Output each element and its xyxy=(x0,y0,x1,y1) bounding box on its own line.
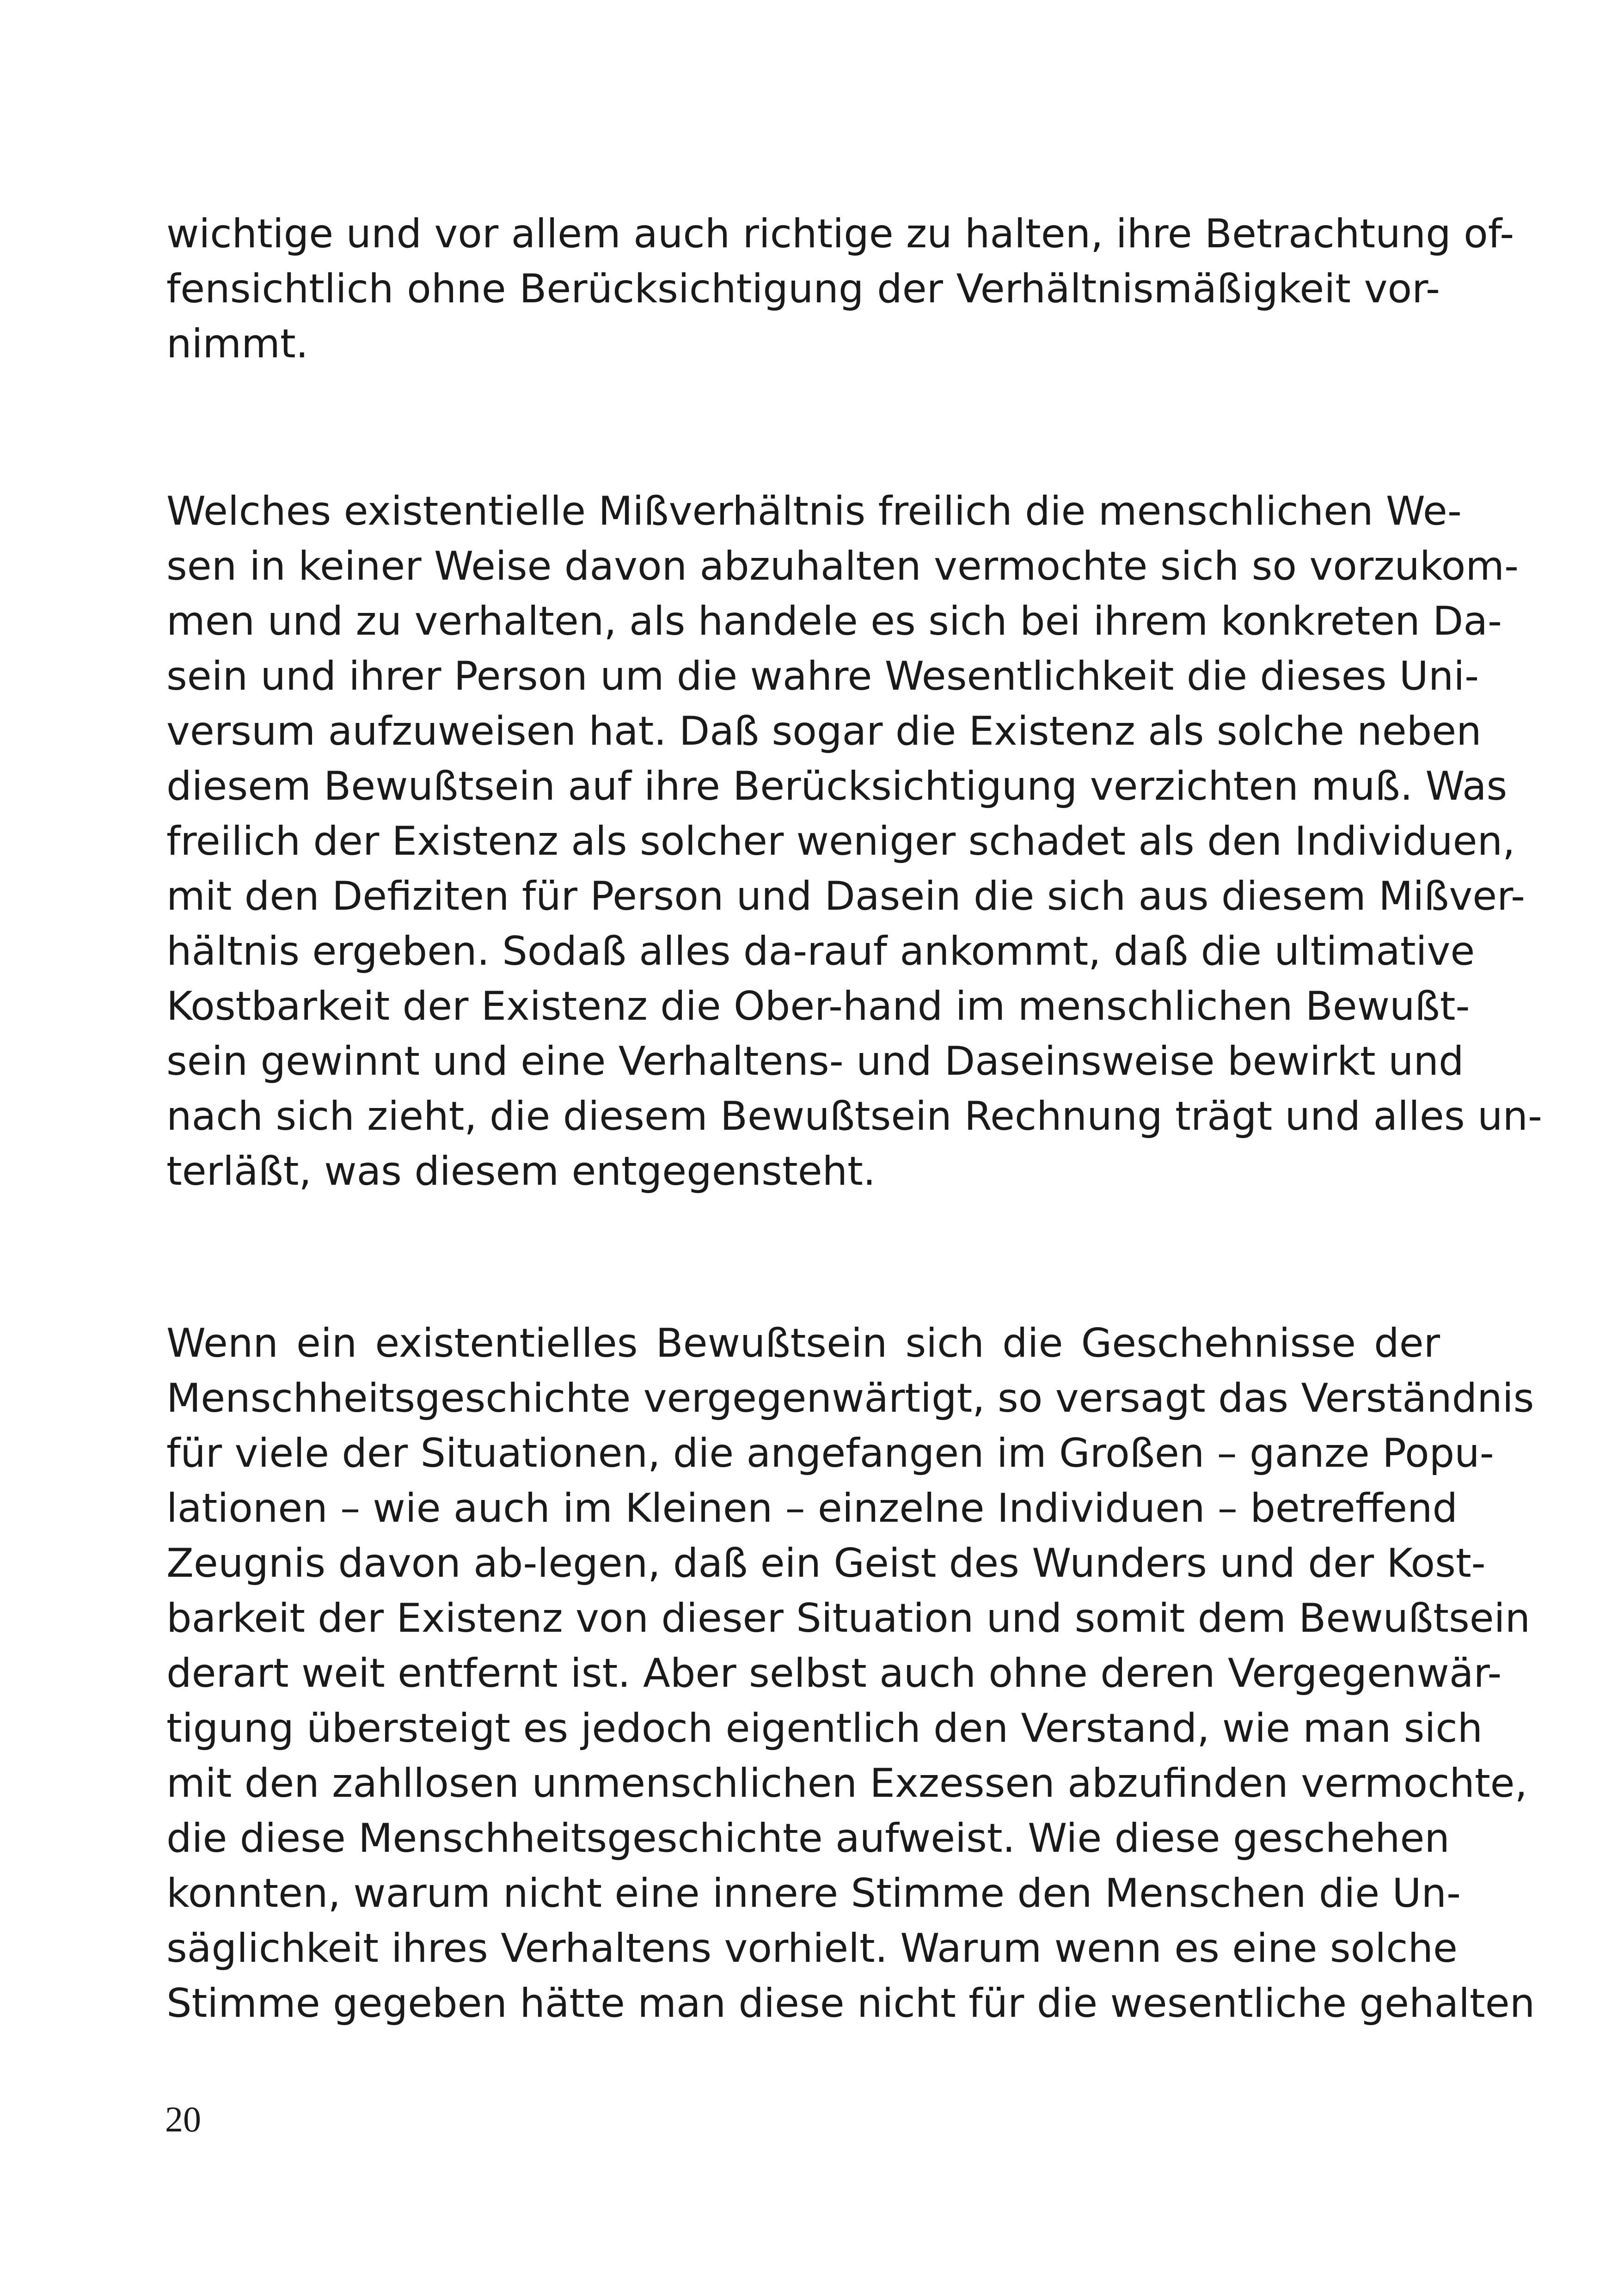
text-line: für viele der Situationen, die angefangen im Großen – ganze Popu- xyxy=(166,1430,1494,1476)
text-line: wichtige und vor allem auch richtige zu halten, ihre Betrachtung of- xyxy=(166,211,1514,257)
text-line: men und zu verhalten, als handele es sich bei ihrem konkreten Da- xyxy=(166,598,1502,644)
text-line: terläßt, was diesem entgegensteht. xyxy=(166,1148,876,1194)
text-line: barkeit der Existenz von dieser Situation und somit dem Bewußtsein xyxy=(166,1595,1531,1641)
text-line: Menschheitsgeschichte vergegenwärtigt, so versagt das Verständnis xyxy=(166,1375,1534,1421)
text-line: sen in keiner Weise davon abzuhalten vermochte sich so vorzukom- xyxy=(166,543,1519,589)
text-line: derart weit entfernt ist. Aber selbst auch ohne deren Vergegenwär- xyxy=(166,1650,1502,1696)
text-line: sein gewinnt und eine Verhaltens- und Daseinsweise bewirkt und xyxy=(166,1038,1464,1084)
text-line: Stimme gegeben hätte man diese nicht für die wesentliche gehalten xyxy=(166,1980,1535,2027)
text-line: Wenn ein existentielles Bewußtsein sich die Geschehnisse der xyxy=(166,1320,1440,1366)
text-line: konnten, warum nicht eine innere Stimme den Menschen die Un- xyxy=(166,1870,1461,1916)
text-line: mit den zahllosen unmenschlichen Exzessen abzufinden vermochte, xyxy=(166,1760,1527,1806)
text-line: die diese Menschheitsgeschichte aufweist. Wie diese geschehen xyxy=(166,1815,1450,1861)
page-number: 20 xyxy=(165,2099,201,2139)
text-line: Kostbarkeit der Existenz die Ober-hand im menschlichen Bewußt- xyxy=(166,983,1470,1029)
text-line: versum aufzuweisen hat. Daß sogar die Existenz als solche neben xyxy=(166,708,1482,754)
text-line: freilich der Existenz als solcher weniger schadet als den Individuen, xyxy=(166,818,1515,864)
text-line: tigung übersteigt es jedoch eigentlich den Verstand, wie man sich xyxy=(166,1705,1483,1751)
text-line: nach sich zieht, die diesem Bewußtsein Rechnung trägt und alles un- xyxy=(166,1093,1543,1139)
paragraph-3 xyxy=(166,1316,1535,2031)
text-line: mit den Defiziten für Person und Dasein die sich aus diesem Mißver- xyxy=(166,873,1526,919)
text-line: sein und ihrer Person um die wahre Wesentlichkeit die dieses Uni- xyxy=(166,653,1479,699)
text-line: hältnis ergeben. Sodaß alles da-rauf ankommt, daß die ultimative xyxy=(166,928,1475,974)
text-line: Zeugnis davon ab-legen, daß ein Geist des Wunders und der Kost- xyxy=(166,1540,1486,1586)
text-line: Welches existentielle Mißverhältnis freilich die menschlichen We- xyxy=(166,488,1462,534)
text-line: säglichkeit ihres Verhaltens vorhielt. Warum wenn es eine solche xyxy=(166,1925,1458,1971)
text-line: nimmt. xyxy=(166,321,309,367)
text-line: fensichtlich ohne Berücksichtigung der Verhältnismäßigkeit vor- xyxy=(166,266,1440,312)
text-line: diesem Bewußtsein auf ihre Berücksichtigung verzichten muß. Was xyxy=(166,763,1508,809)
paragraph-1 xyxy=(166,207,1514,372)
paragraph-2 xyxy=(166,484,1543,1199)
text-line: lationen – wie auch im Kleinen – einzelne Individuen – betreffend xyxy=(166,1485,1458,1531)
